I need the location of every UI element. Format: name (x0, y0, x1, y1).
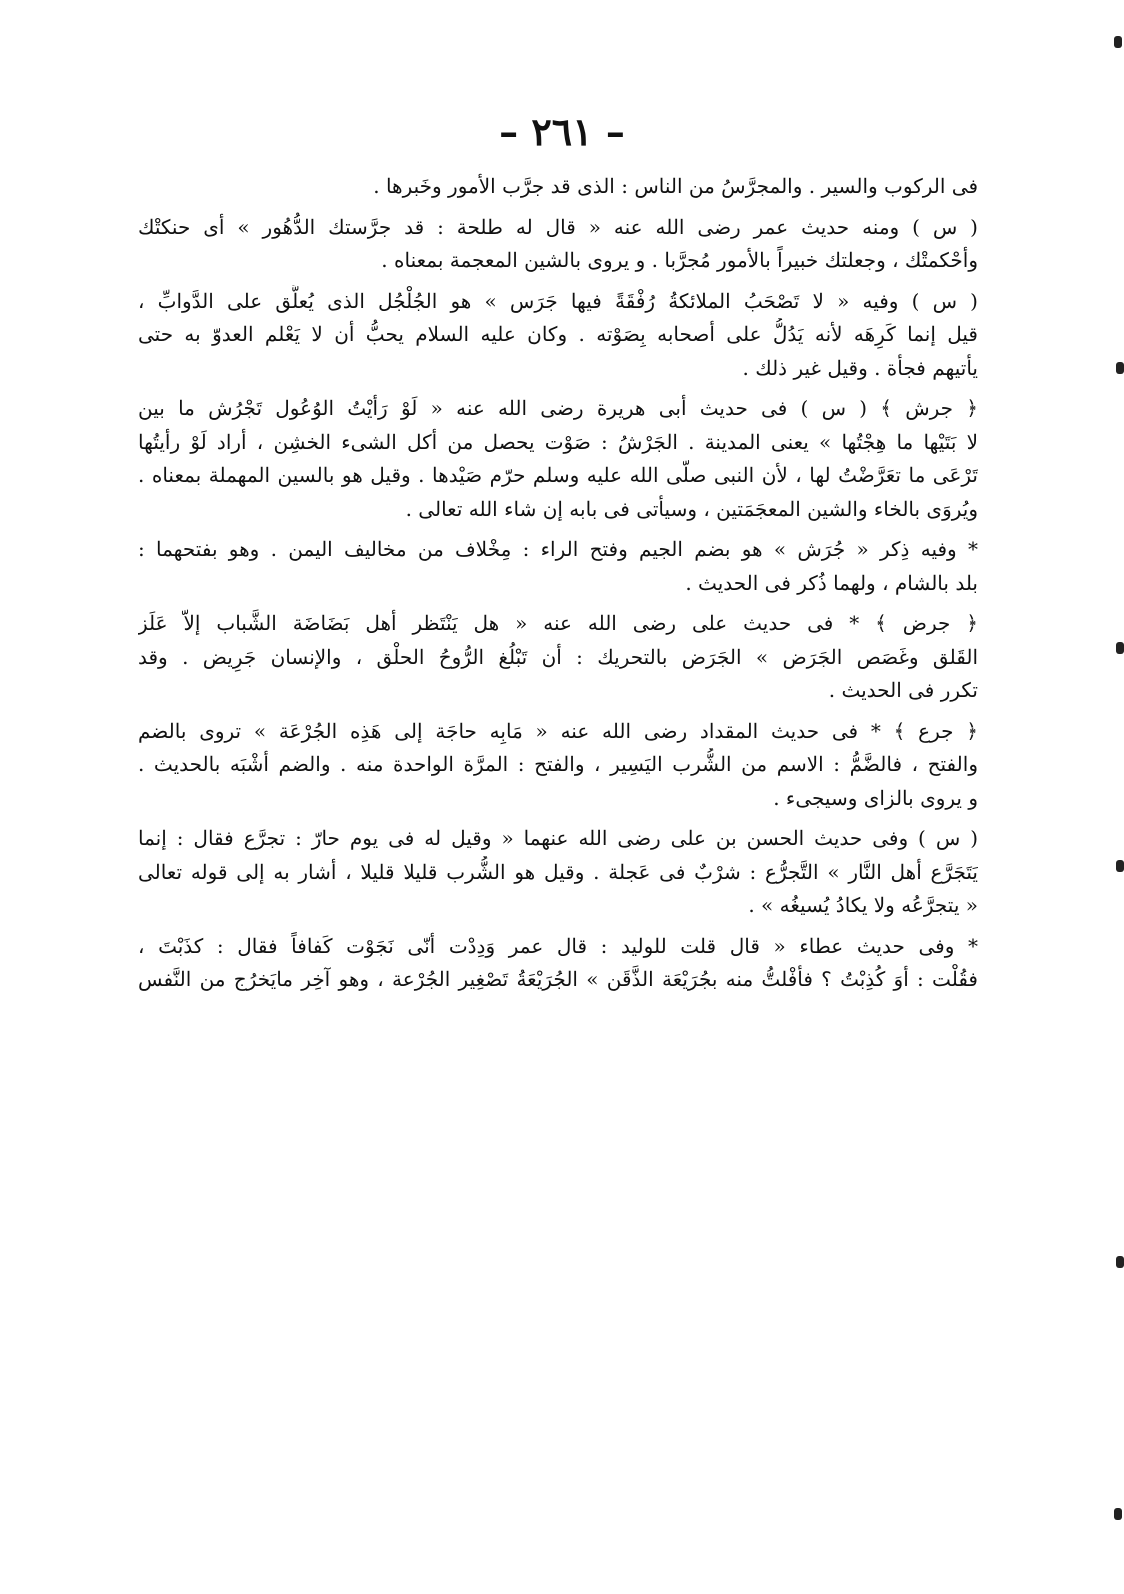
text-line: تَرْعَى ما تعَرَّضْتُ لها ، لأن النبى صلّى الله عليه وسلم حرّم صَيْدها . وقيل هو بالسين المهملة بمعناه . (138, 463, 978, 487)
text-line: ﴿ جرع ﴾ * فى حديث المقداد رضى الله عنه « مَابِه حاجَة إلى هَذِه الجُرْعَة » تروى بالضم (138, 718, 978, 743)
paragraph (138, 170, 978, 204)
text-line: بلد بالشام ، ولهما ذُكر فى الحديث . (685, 570, 978, 595)
scan-edge-mark (1116, 1256, 1124, 1268)
text-line: قيل إنما كَرِهَه لأنه يَدُلُّ على أصحابه بِصَوْته . وكان عليه السلام يحبُّ أن لا يَعْلم العدوّ به حتى (138, 322, 978, 346)
text-line: ( س ) وفى حديث الحسن بن على رضى الله عنهما « وقيل له فى يوم حارّ : تجرَّع فقال : إنما (138, 826, 978, 850)
paragraph (138, 285, 978, 386)
paragraph (138, 715, 978, 816)
text-line: فقُلْت : أوَ كُذِبْتُ ؟ فأفْلتُّ منه بجُرَيْعَة الذَّقَن » الجُرَيْعَةُ تَصْغِير الجُرْعة ، وهو آخِر مايَخرُج من النَّفس (138, 967, 978, 991)
text-line: ( س ) وفيه « لا تَصْحَبُ الملائكةُ رُفْقَةً فيها جَرَس » هو الجُلْجُل الذى يُعلَّق على الدَّوابِّ ، (138, 288, 978, 313)
page-number: – ٢٦١ – (499, 109, 625, 154)
text-line: وأحْكمتْك ، وجعلتك خبيراً بالأمور مُجرَّبا . و يروى بالشين المعجمة بمعناه . (381, 248, 978, 272)
text-line: ﴿ جرض ﴾ * فى حديث على رضى الله عنه « هل يَنْتَظر أهل بَضَاضَة الشَّباب إلاّ عَلَز (138, 611, 978, 635)
text-line: لا بَتَيْها ما هِجْتُها » يعنى المدينة . الجَرْشُ : صَوْت يحصل من أكل الشىء الخشِن ، أراد لَوْ رأيتُها (138, 429, 978, 454)
text-line: « يتجرَّعُه ولا يكادُ يُسيغُه » . (748, 893, 978, 917)
text-line: ( س ) ومنه حديث عمر رضى الله عنه « قال له طلحة : قد جرَّستك الدُّهُور » أى حنكتْك (138, 214, 978, 239)
text-line: * وفى حديث عطاء « قال قلت للوليد : قال عمر وَدِدْت أنّى نَجَوْت كَفافاً فقال : كذَبْتَ ، (138, 933, 978, 958)
paragraph (138, 211, 978, 278)
paragraph (138, 533, 978, 600)
text-body (138, 170, 978, 1004)
text-line: ويُروَى بالخاء والشين المعجَمَتين ، وسيأتى فى بابه إن شاء الله تعالى . (405, 496, 978, 521)
paragraph (138, 392, 978, 526)
scan-edge-mark (1114, 1508, 1122, 1520)
paragraph (138, 607, 978, 708)
text-line: و يروى بالزاى وسيجىء . (773, 785, 978, 810)
text-line: ﴿ جرش ﴾ ( س ) فى حديث أبى هريرة رضى الله عنه « لَوْ رَأيْتُ الوُعُول تَجْرُش ما بين (138, 396, 978, 420)
text-line: يَتَجَرَّع أهل النَّار » التَّجرُّع : شرْبٌ فى عَجلة . وقيل هو الشُّرب قليلا قليلا ، أشار به إلى قوله تعالى (138, 859, 978, 884)
scan-edge-mark (1116, 362, 1124, 374)
text-line: والفتح ، فالضَّمُّ : الاسم من الشُّرب اليَسِير ، والفتح : المرَّة الواحدة منه . والضم أشْبَه بالحديث . (138, 752, 978, 776)
text-line: تكرر فى الحديث . (828, 678, 978, 702)
scan-edge-mark (1116, 860, 1124, 872)
scan-edge-mark (1116, 642, 1124, 654)
text-line: * وفيه ذِكر « جُرَش » هو بضم الجيم وفتح الراء : مِخْلاف من مخاليف اليمن . وهو بفتحهما : (138, 537, 978, 561)
paragraph (138, 822, 978, 923)
scan-edge-mark (1114, 36, 1122, 48)
text-line: القَلق وغَصَص الجَرَض » الجَرَض بالتحريك : أن تَبْلُغ الرُّوحُ الحلْق ، والإنسان جَرِيض . وقد (138, 644, 978, 669)
paragraph (138, 930, 978, 997)
text-line: فى الركوب والسير . والمجرَّسُ من الناس : الذى قد جرَّب الأمور وخَبرها . (373, 174, 978, 198)
text-line: يأتيهم فجأة . وقيل غير ذلك . (742, 355, 978, 380)
